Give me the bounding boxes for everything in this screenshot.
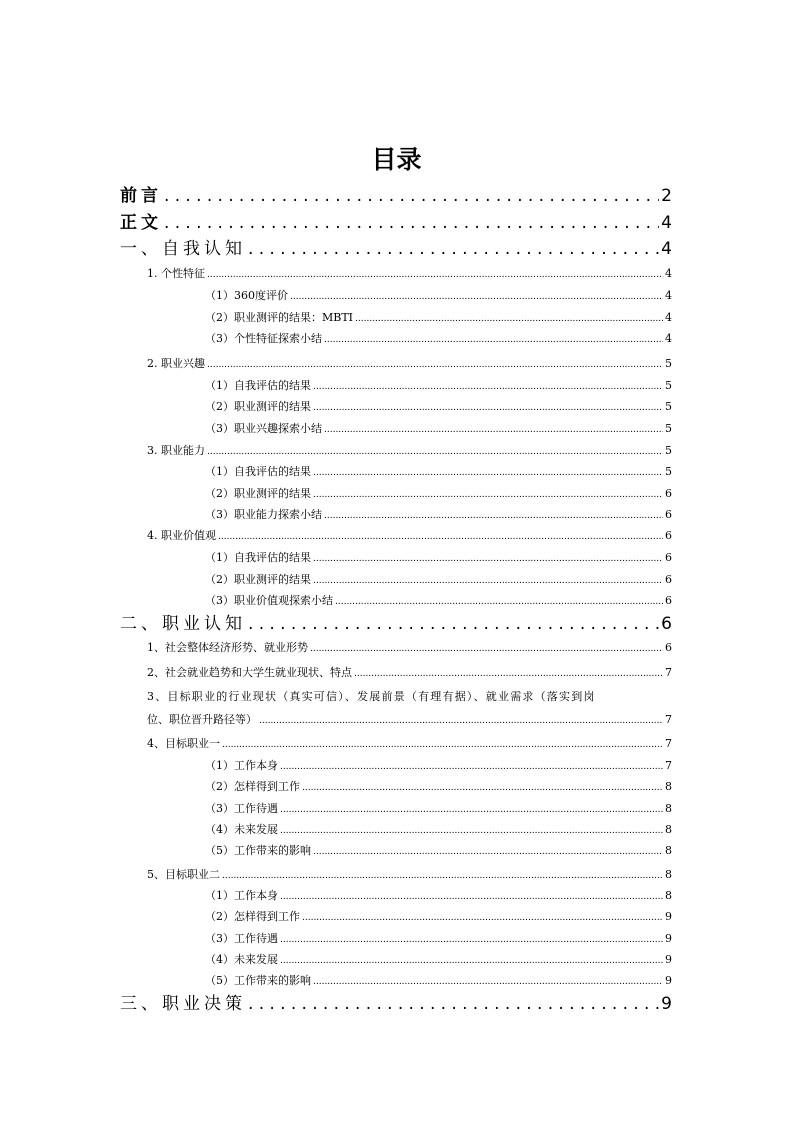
toc-entry-title: 位、职位晋升路径等） (147, 713, 257, 726)
toc-entry-title: 1、社会整体经济形势、就业形势 (147, 641, 308, 654)
dot-leader (280, 805, 663, 815)
toc-entry[interactable] (205, 592, 672, 608)
toc-entry-page: 8 (665, 823, 672, 836)
toc-entry-page: 8 (665, 780, 672, 793)
toc-entry-page: 4 (665, 267, 672, 280)
toc-entry[interactable] (205, 571, 672, 587)
toc-entry-page: 6 (665, 551, 672, 564)
toc-entry-title: （3）职业兴趣探索小结 (205, 422, 322, 435)
toc-entry-title: （3）工作待遇 (205, 932, 278, 945)
toc-entry-title: 一、自我认知 (120, 239, 246, 259)
toc-entry-page: 9 (665, 932, 672, 945)
toc-entry-page: 7 (665, 737, 672, 750)
toc-entry-page: 4 (665, 332, 672, 345)
toc-entry-page: 9 (661, 994, 672, 1014)
toc-entry[interactable] (205, 420, 672, 436)
toc-entry[interactable] (205, 842, 672, 858)
dot-leader (313, 977, 663, 987)
toc-entry-title: 2、社会就业趋势和大学生就业现状、特点 (147, 666, 352, 679)
dot-leader (313, 576, 663, 586)
toc-entry[interactable] (205, 549, 672, 565)
toc-entry-page: 8 (665, 868, 672, 881)
toc-entry-page: 5 (665, 465, 672, 478)
toc-entry-title: （2）职业测评的结果 (205, 487, 311, 500)
dot-leader (222, 740, 663, 750)
dot-leader (313, 554, 663, 564)
dot-leader (290, 292, 663, 302)
dot-leader (354, 669, 663, 679)
toc-entry-page: 6 (661, 614, 672, 634)
toc-entry-page: 4 (665, 289, 672, 302)
toc-entry-title: 三、职业决策 (120, 994, 246, 1014)
toc-entry[interactable] (205, 287, 672, 303)
toc-entry-title: 3. 职业能力 (147, 444, 205, 457)
dot-leader (302, 913, 663, 923)
toc-entry-title: （2）职业测评的结果：MBTI (205, 311, 354, 324)
dot-leader (280, 762, 663, 772)
toc-entry-title: 4. 职业价值观 (147, 529, 216, 542)
toc-entry[interactable] (205, 972, 672, 988)
toc-entry[interactable] (205, 506, 672, 522)
toc-entry-page: 4 (661, 239, 672, 259)
toc-entry-title: （3）职业能力探索小结 (205, 508, 322, 521)
toc-entry-title: （2）职业测评的结果 (205, 400, 311, 413)
toc-entry[interactable] (205, 908, 672, 924)
toc-entry-title: （4）未来发展 (205, 953, 278, 966)
toc-entry-page: 6 (665, 594, 672, 607)
toc-entry-title: （1）自我评估的结果 (205, 379, 311, 392)
toc-entry[interactable] (147, 866, 672, 882)
toc-entry-page: 6 (665, 508, 672, 521)
toc-entry[interactable] (120, 234, 672, 259)
dot-leader (310, 644, 663, 654)
toc-entry[interactable] (205, 951, 672, 967)
dot-leader (324, 335, 663, 345)
toc-entry[interactable] (205, 463, 672, 479)
toc-entry-title: （1）360度评价 (205, 289, 288, 302)
toc-entry-title: 1. 个性特征 (147, 267, 205, 280)
toc-entry[interactable] (120, 181, 672, 206)
toc-entry-title: （5）工作带来的影响 (205, 974, 311, 987)
dot-leader (302, 783, 663, 793)
toc-entry-page: 5 (665, 357, 672, 370)
toc-entry[interactable] (205, 930, 672, 946)
toc-entry-page: 8 (665, 889, 672, 902)
toc-entry-title: （4）未来发展 (205, 823, 278, 836)
toc-entry-page: 6 (665, 641, 672, 654)
page-title: 目录 (371, 145, 422, 174)
toc-entry-page: 6 (665, 487, 672, 500)
toc-entry[interactable] (205, 887, 672, 903)
toc-entry-page: 9 (665, 953, 672, 966)
toc-entry-page: 9 (665, 910, 672, 923)
toc-entry[interactable] (147, 664, 672, 680)
toc-entry-title: （1）工作本身 (205, 759, 278, 772)
toc-entry[interactable] (205, 757, 672, 773)
toc-entry-title: （1）工作本身 (205, 889, 278, 902)
dot-leader (313, 403, 663, 413)
toc-entry[interactable] (205, 778, 672, 794)
toc-entry-title: （3）个性特征探索小结 (205, 332, 322, 345)
dot-leader (355, 314, 663, 324)
dot-leader (222, 871, 663, 881)
dot-leader (280, 956, 663, 966)
toc-entry[interactable] (147, 442, 672, 458)
toc-entry-title: 二、职业认知 (120, 614, 246, 634)
toc-entry[interactable] (147, 355, 672, 371)
toc-entry-page: 5 (665, 422, 672, 435)
toc-entry-page: 5 (665, 400, 672, 413)
toc-entry[interactable] (205, 398, 672, 414)
dot-leader (280, 935, 663, 945)
dot-leader (280, 826, 663, 836)
toc-entry-page: 6 (665, 529, 672, 542)
toc-entry[interactable] (205, 800, 672, 816)
dot-leader (313, 490, 663, 500)
dot-leader (313, 382, 663, 392)
toc-entry-title: 2. 职业兴趣 (147, 357, 205, 370)
toc-entry-page: 7 (665, 666, 672, 679)
dot-leader (207, 447, 663, 457)
dot-leader (313, 468, 663, 478)
dot-leader (324, 425, 663, 435)
dot-leader (324, 511, 663, 521)
toc-entry-title: 前言 (120, 186, 162, 206)
toc-entry[interactable] (147, 711, 672, 727)
toc-entry[interactable] (120, 609, 672, 634)
toc-entry-title: 4、目标职业一 (147, 737, 220, 750)
toc-entry-title: 5、目标职业二 (147, 868, 220, 881)
dot-leader (313, 847, 663, 857)
toc-entry-page: 2 (661, 186, 672, 206)
dot-leader (280, 892, 663, 902)
toc-entry-title: （1）自我评估的结果 (205, 465, 311, 478)
toc-entry[interactable] (205, 821, 672, 837)
dot-leader (207, 270, 663, 280)
toc-entry-title: （3）职业价值观探索小结 (205, 594, 333, 607)
toc-entry-title: （3）工作待遇 (205, 802, 278, 815)
toc-entry[interactable] (147, 688, 672, 704)
toc-entry-page: 4 (665, 311, 672, 324)
toc-entry-page: 9 (665, 974, 672, 987)
toc-entry[interactable] (120, 989, 672, 1014)
dot-leader (218, 532, 663, 542)
dot-leader (207, 360, 663, 370)
toc-entry-title: （2）怎样得到工作 (205, 910, 300, 923)
toc-entry-page: 7 (665, 759, 672, 772)
dot-leader (248, 994, 659, 1014)
toc-entry-page: 7 (665, 713, 672, 726)
toc-entry-title: （2）怎样得到工作 (205, 780, 300, 793)
toc-entry-page: 8 (665, 802, 672, 815)
dot-leader (335, 597, 663, 607)
dot-leader (248, 239, 659, 259)
toc-entry[interactable] (147, 639, 672, 655)
toc-entry[interactable] (205, 377, 672, 393)
toc-entry[interactable] (147, 735, 672, 751)
toc-entry-title: （2）职业测评的结果 (205, 573, 311, 586)
toc-entry-page: 5 (665, 444, 672, 457)
toc-entry-title: 正文 (120, 213, 162, 233)
toc-entry[interactable] (205, 485, 672, 501)
dot-leader (164, 213, 659, 233)
toc-entry[interactable] (147, 265, 672, 281)
toc-entry-page: 8 (665, 844, 672, 857)
toc-entry-title: （5）工作带来的影响 (205, 844, 311, 857)
toc-entry[interactable] (205, 309, 672, 325)
toc-entry[interactable] (120, 208, 672, 233)
toc-entry-page: 6 (665, 573, 672, 586)
toc-entry[interactable] (147, 527, 672, 543)
toc-entry-title: （1）自我评估的结果 (205, 551, 311, 564)
toc-entry-page: 4 (661, 213, 672, 233)
dot-leader (248, 614, 659, 634)
dot-leader (164, 186, 659, 206)
toc-entry-page: 5 (665, 379, 672, 392)
toc-entry-title: 3、目标职业的行业现状（真实可信）、发展前景（有理有据）、就业需求（落实到岗 (147, 690, 596, 703)
dot-leader (259, 716, 663, 726)
toc-entry[interactable] (205, 330, 672, 346)
